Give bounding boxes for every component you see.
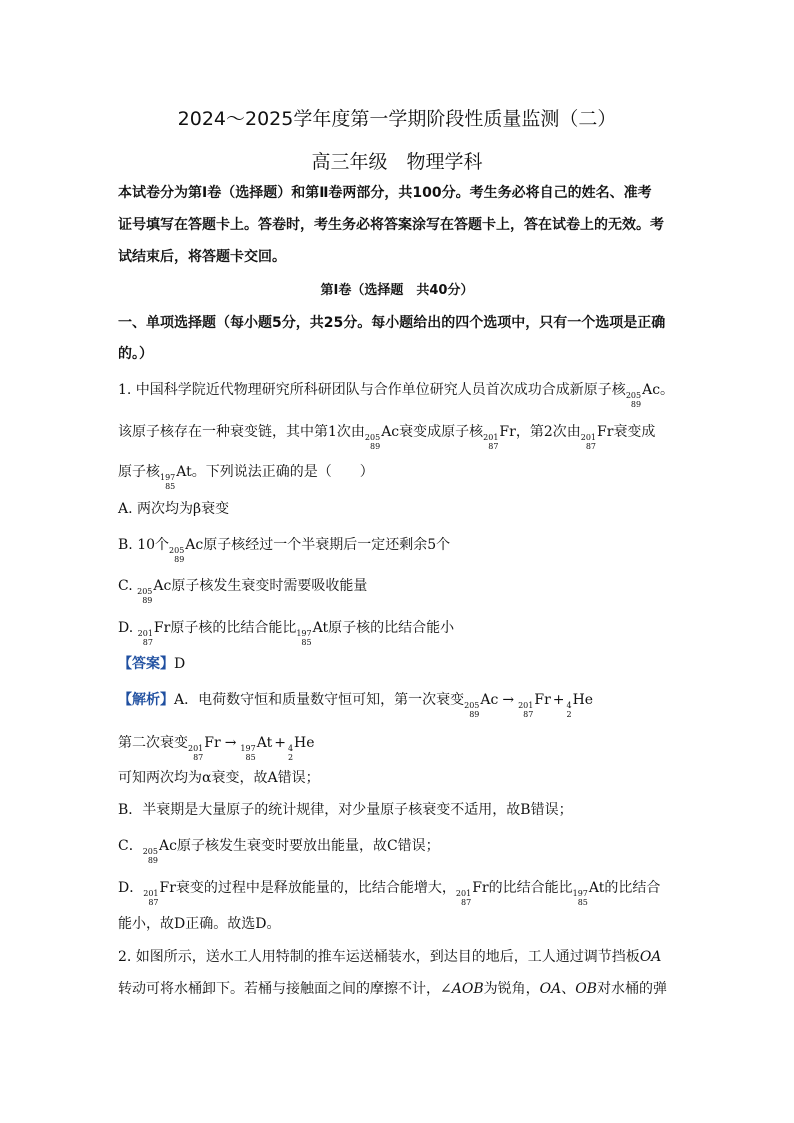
q2-stem-line-2: 转动可将水桶卸下。若桶与接触面之间的摩擦不计，∠AOB为锐角，OA、OB对水桶的弹: [118, 981, 667, 997]
nuclide-at: 197 85 At: [240, 735, 273, 762]
answer-value: D: [174, 656, 186, 672]
nuclide-fr: 201 87 Fr: [188, 735, 221, 762]
nuclide-at: 197 85 At: [160, 464, 192, 491]
part1-heading-1: 一、单项选择题（每小题5分，共25分。每小题给出的四个选项中，只有一个选项是正确: [118, 315, 666, 331]
exam-title: 2024～2025学年度第一学期阶段性质量监测（二）: [177, 108, 617, 130]
nuclide-ac: 205 89 Ac: [142, 838, 177, 865]
nuclide-ac: 205 89 Ac: [464, 692, 499, 719]
q1-analysis-line-5: C． 205 89 Ac原子核发生衰变时要放出能量，故C错误；: [118, 838, 440, 865]
intro-line-2: 证号填写在答题卡上。答卷时，考生务必将答案涂写在答题卡上，答在试卷上的无效。考: [118, 217, 664, 233]
nuclide-fr: 201 87 Fr: [455, 880, 489, 907]
q1-stem-line-3: 原子核 197 85 At。下列说法正确的是（ ）: [118, 464, 374, 491]
nuclide-he: 4 2 He: [287, 735, 315, 762]
part1-heading-2: 的。）: [118, 346, 153, 362]
q1-answer: [118, 654, 185, 674]
nuclide-ac: 205 89 Ac: [169, 537, 204, 564]
section-title: 第Ⅰ卷（选择题 共40分）: [320, 283, 474, 298]
q1-analysis-line-2: 第二次衰变 201 87 Fr → 197 85 At + 4 2 He: [118, 735, 315, 762]
decay-arrow: →: [224, 735, 237, 751]
nuclide-fr: 201 87 Fr: [137, 620, 171, 647]
nuclide-at: 197 85 At: [572, 880, 605, 907]
q1-analysis-line-3: 可知两次均为α衰变，故A错误；: [118, 770, 320, 786]
nuclide-ac: 205 89 Ac: [364, 424, 400, 451]
intro-line-3: 试结束后，将答题卡交回。: [118, 249, 286, 265]
q1-analysis-line-6: D． 201 87 Fr衰变的过程中是释放能量的，比结合能增大， 201 87 Fr的比结合能比 197 85 At的比结合: [118, 880, 661, 907]
q1-option-d: D. 201 87 Fr原子核的比结合能比 197 85 At原子核的比结合能小: [118, 620, 455, 647]
q1-option-a: A. 两次均为β衰变: [118, 501, 230, 517]
intro-line-1: 本试卷分为第Ⅰ卷（选择题）和第Ⅱ卷两部分，共100分。考生务必将自己的姓名、准考: [118, 185, 652, 201]
analysis-tag: 【解析】: [118, 692, 174, 708]
q1-stem-line-2: 该原子核存在一种衰变链，其中第1次由 205 89 Ac衰变成原子核 201 87 Fr，第2次由 201 87 Fr衰变成: [118, 424, 656, 451]
q1-option-b: B. 10个 205 89 Ac原子核经过一个半衰期后一定还剩余5个: [118, 537, 451, 564]
q1-analysis-line-4: B．半衰期是大量原子的统计规律，对少量原子核衰变不适用，故B错误；: [118, 802, 573, 818]
decay-arrow: →: [502, 692, 515, 708]
nuclide-fr: 201 87 Fr: [580, 424, 614, 451]
nuclide-fr: 201 87 Fr: [143, 880, 176, 907]
nuclide-ac: 205 89 Ac: [137, 578, 172, 605]
q1-analysis-line-7: 能小，故D正确。故选D。: [118, 916, 281, 932]
answer-tag: 【答案】: [118, 656, 174, 672]
nuclide-at: 197 85 At: [296, 620, 329, 647]
q1-stem-line-1: 1. 中国科学院近代物理研究所科研团队与合作单位研究人员首次成功合成新原子核 205 89 Ac。: [118, 382, 675, 409]
q1-option-c: C. 205 89 Ac原子核发生衰变时需要吸收能量: [118, 578, 368, 605]
q1-analysis-line-1: 【解析】A．电荷数守恒和质量数守恒可知，第一次衰变 205 89 Ac → 201 87 Fr + 4 2 He: [118, 692, 594, 719]
nuclide-fr: 201 87 Fr: [483, 424, 516, 451]
q2-stem-line-1: 2. 如图所示，送水工人用特制的推车运送桶装水，到达目的地后，工人通过调节挡板OA: [118, 949, 662, 965]
nuclide-fr: 201 87 Fr: [518, 692, 551, 719]
nuclide-he: 4 2 He: [566, 692, 594, 719]
exam-subtitle: 高三年级 物理学科: [311, 151, 483, 173]
nuclide-ac: 205 89 Ac: [625, 382, 661, 409]
